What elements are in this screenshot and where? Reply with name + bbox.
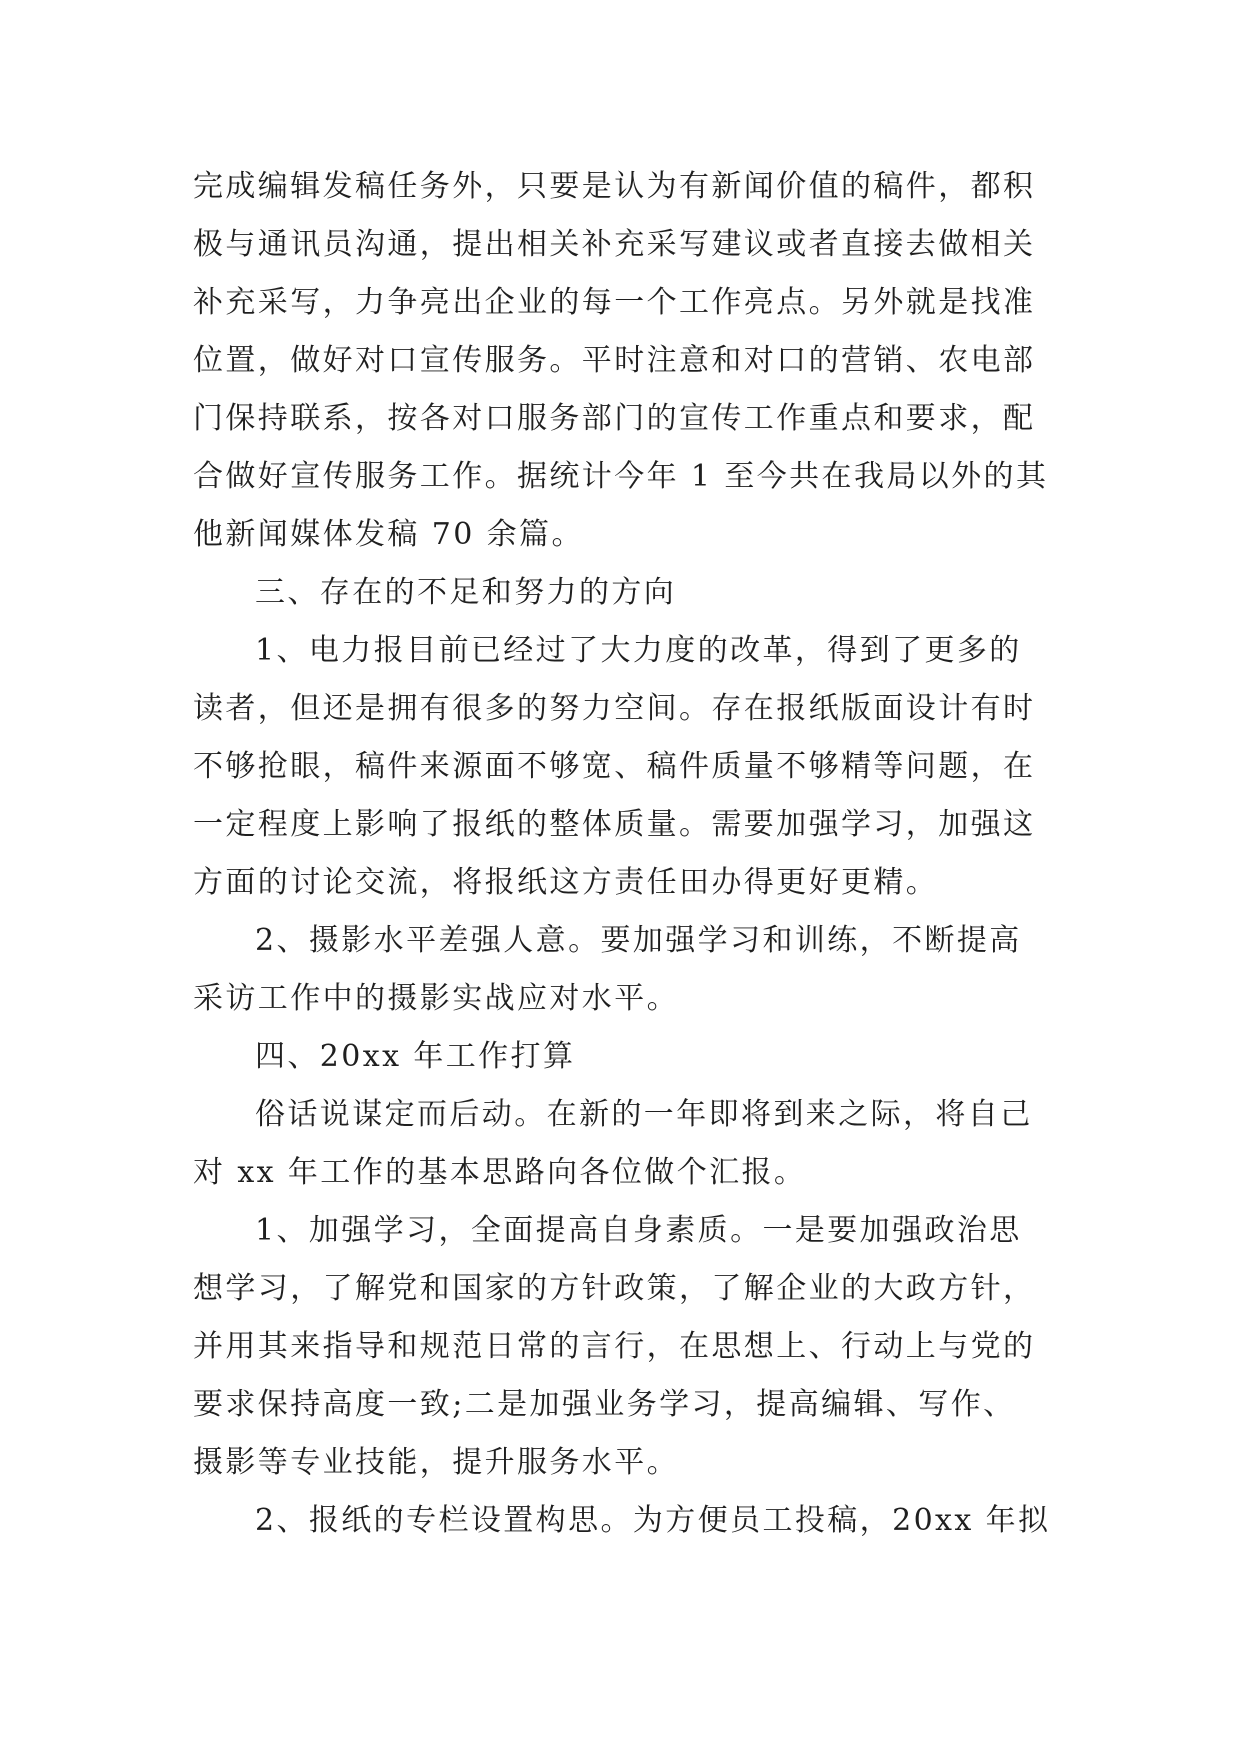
- paragraph-line: 读者，但还是拥有很多的努力空间。存在报纸版面设计有时: [193, 691, 1036, 726]
- paragraph-line: 方面的讨论交流，将报纸这方责任田办得更好更精。: [193, 865, 939, 900]
- paragraph-line: 不够抢眼，稿件来源面不够宽、稿件质量不够精等问题，在: [193, 749, 1036, 784]
- paragraph-line: 他新闻媒体发稿 70 余篇。: [193, 517, 584, 552]
- paragraph-line: 门保持联系，按各对口服务部门的宣传工作重点和要求，配: [193, 401, 1036, 436]
- paragraph-line: 完成编辑发稿任务外，只要是认为有新闻价值的稿件，都积: [193, 169, 1036, 204]
- paragraph-line: 2、摄影水平差强人意。要加强学习和训练，不断提高: [255, 923, 1022, 958]
- paragraph-line: 1、电力报目前已经过了大力度的改革，得到了更多的: [255, 633, 1022, 668]
- paragraph-line: 1、加强学习，全面提高自身素质。一是要加强政治思: [255, 1213, 1022, 1248]
- paragraph-line: 俗话说谋定而后动。在新的一年即将到来之际，将自己: [255, 1097, 1033, 1132]
- paragraph-line: 合做好宣传服务工作。据统计今年 1 至今共在我局以外的其: [193, 459, 1049, 494]
- paragraph-line: 2、报纸的专栏设置构思。为方便员工投稿，20xx 年拟: [255, 1503, 1051, 1538]
- paragraph-line: 摄影等专业技能，提升服务水平。: [193, 1445, 679, 1480]
- paragraph-line: 极与通讯员沟通，提出相关补充采写建议或者直接去做相关: [193, 227, 1036, 262]
- paragraph-line: 补充采写，力争亮出企业的每一个工作亮点。另外就是找准: [193, 285, 1036, 320]
- paragraph-line: 对 xx 年工作的基本思路向各位做个汇报。: [193, 1155, 807, 1190]
- paragraph-line: 采访工作中的摄影实战应对水平。: [193, 981, 679, 1016]
- paragraph-line: 一定程度上影响了报纸的整体质量。需要加强学习，加强这: [193, 807, 1036, 842]
- paragraph-line: 想学习，了解党和国家的方针政策，了解企业的大政方针，: [193, 1271, 1036, 1306]
- document-body: [193, 158, 1053, 1550]
- paragraph-line: 并用其来指导和规范日常的言行，在思想上、行动上与党的: [193, 1329, 1036, 1364]
- section-heading: 四、20xx 年工作打算: [255, 1039, 576, 1074]
- section-heading: 三、存在的不足和努力的方向: [255, 575, 677, 610]
- paragraph-line: 位置，做好对口宣传服务。平时注意和对口的营销、农电部: [193, 343, 1036, 378]
- paragraph-line: 要求保持高度一致;二是加强业务学习，提高编辑、写作、: [193, 1387, 1016, 1422]
